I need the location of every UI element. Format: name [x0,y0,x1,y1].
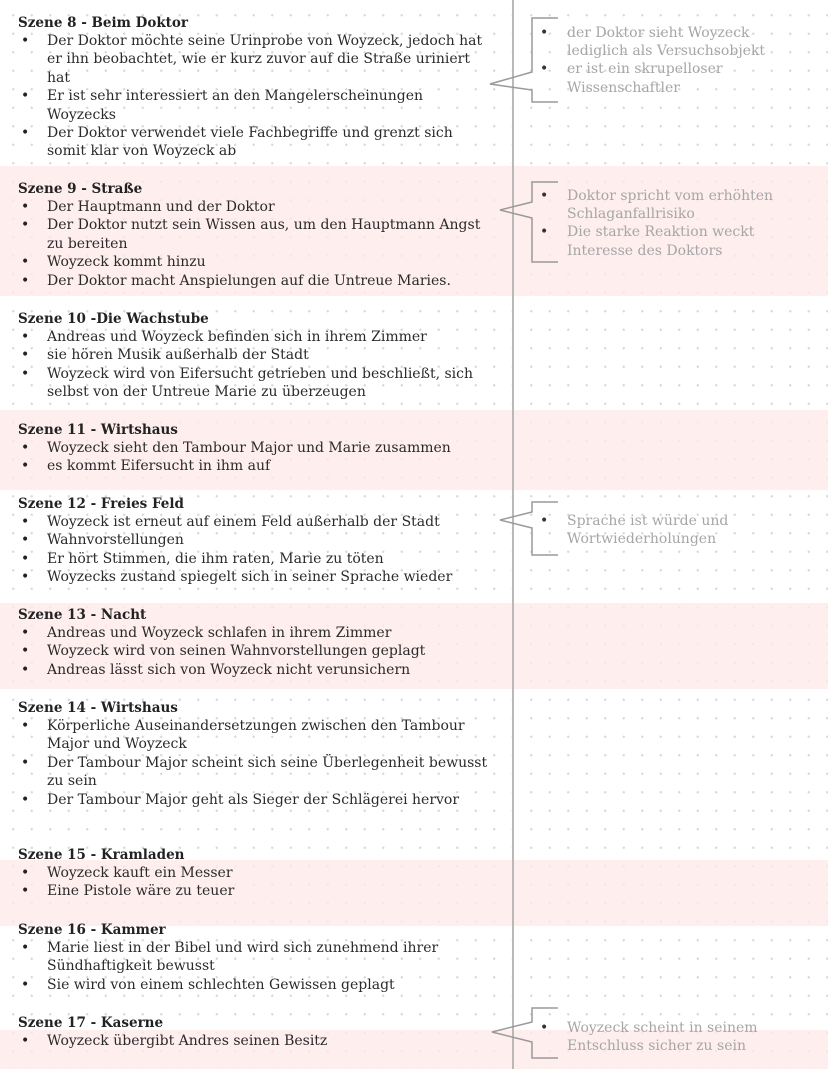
scene-title: Szene 14 - Wirtshaus [18,700,178,716]
scene-title: Szene 12 - Freies Feld [18,496,184,512]
scene-bullet: • Woyzeck sieht den Tambour Major und Marie zusammen [18,439,488,457]
scene-12 [18,495,488,587]
scene-bullet: • es kommt Eifersucht in ihm auf [18,457,488,475]
scene-bullet: • Der Doktor verwendet viele Fachbegriffe und grenzt sich somit klar von Woyzeck ab [18,124,488,161]
scene-bullet: • Woyzeck kommt hinzu [18,253,488,271]
scene-bullet: • Körperliche Auseinandersetzungen zwischen den Tambour Major und Woyzeck [18,717,488,754]
note-bullet: • Sprache ist würde und Wortwiederholungen [540,512,795,548]
scene-title: Szene 9 - Straße [18,181,143,197]
scene-bullet: • Eine Pistole wäre zu teuer [18,882,488,900]
scene-bullet: • Woyzeck übergibt Andres seinen Besitz [18,1032,488,1050]
scene-15 [18,846,488,901]
scene-10 [18,310,488,402]
scene-bullet: • Woyzeck kauft ein Messer [18,864,488,882]
scene-title: Szene 15 - Kramladen [18,847,185,863]
scene-title: Szene 16 - Kammer [18,922,166,938]
scene-bullet: • Er hört Stimmen, die ihm raten, Marie zu töten [18,550,488,568]
scene-8 [18,14,488,161]
note-szene-9 [540,187,795,260]
note-szene-17 [540,1019,795,1055]
scene-17 [18,1014,488,1050]
scene-14 [18,699,488,809]
scene-bullet: • Der Hauptmann und der Doktor [18,198,488,216]
scene-bullet: • Der Doktor nutzt sein Wissen aus, um den Hauptmann Angst zu bereiten [18,216,488,253]
scene-bullet: • Woyzeck ist erneut auf einem Feld außerhalb der Stadt [18,513,488,531]
scene-bullet: • Woyzeck wird von seinen Wahnvorstellungen geplagt [18,642,488,660]
scene-bullet: • Andreas lässt sich von Woyzeck nicht verunsichern [18,661,488,679]
scene-title: Szene 8 - Beim Doktor [18,15,189,31]
scene-bullet: • Sie wird von einem schlechten Gewissen geplagt [18,976,488,994]
scene-bullet: • Andreas und Woyzeck schlafen in ihrem Zimmer [18,624,488,642]
scene-bullet: • Er ist sehr interessiert an den Mangelerscheinungen Woyzecks [18,87,488,124]
note-bullet: • Doktor spricht vom erhöhten Schlaganfallrisiko [540,187,795,223]
scene-bullet: • Der Doktor macht Anspielungen auf die Untreue Maries. [18,272,488,290]
note-szene-8 [540,24,795,97]
note-bullet: • Woyzeck scheint in seinem Entschluss sicher zu sein [540,1019,795,1055]
scene-9 [18,180,488,290]
scene-bullet: • Der Tambour Major scheint sich seine Überlegenheit bewusst zu sein [18,754,488,791]
scene-13 [18,606,488,679]
note-bullet: • der Doktor sieht Woyzeck lediglich als Versuchsobjekt [540,24,795,60]
scene-bullet: • Woyzecks zustand spiegelt sich in seiner Sprache wieder [18,568,488,586]
scene-bullet: • Andreas und Woyzeck befinden sich in ihrem Zimmer [18,328,488,346]
note-szene-12 [540,512,795,548]
note-bullet: • Die starke Reaktion weckt Interesse des Doktors [540,223,795,259]
scene-bullet: • Der Doktor möchte seine Urinprobe von Woyzeck, jedoch hat er ihn beobachtet, wie er kurz zuvor auf die Straße uriniert hat [18,32,488,87]
scene-title: Szene 11 - Wirtshaus [18,422,178,438]
scene-bullet: • sie hören Musik außerhalb der Stadt [18,346,488,364]
scene-11 [18,421,488,476]
scene-bullet: • Woyzeck wird von Eifersucht getrieben und beschließt, sich selbst von der Untreue Marie zu überzeugen [18,365,488,402]
scene-title: Szene 10 -Die Wachstube [18,311,209,327]
note-bullet: • er ist ein skrupelloser Wissenschaftler [540,60,795,96]
scene-bullet: • Marie liest in der Bibel und wird sich zunehmend ihrer Sündhaftigkeit bewusst [18,939,488,976]
scene-title: Szene 17 - Kaserne [18,1015,164,1031]
scene-16 [18,921,488,994]
scene-bullet: • Wahnvorstellungen [18,531,488,549]
scene-bullet: • Der Tambour Major geht als Sieger der Schlägerei hervor [18,791,488,809]
scene-title: Szene 13 - Nacht [18,607,147,623]
